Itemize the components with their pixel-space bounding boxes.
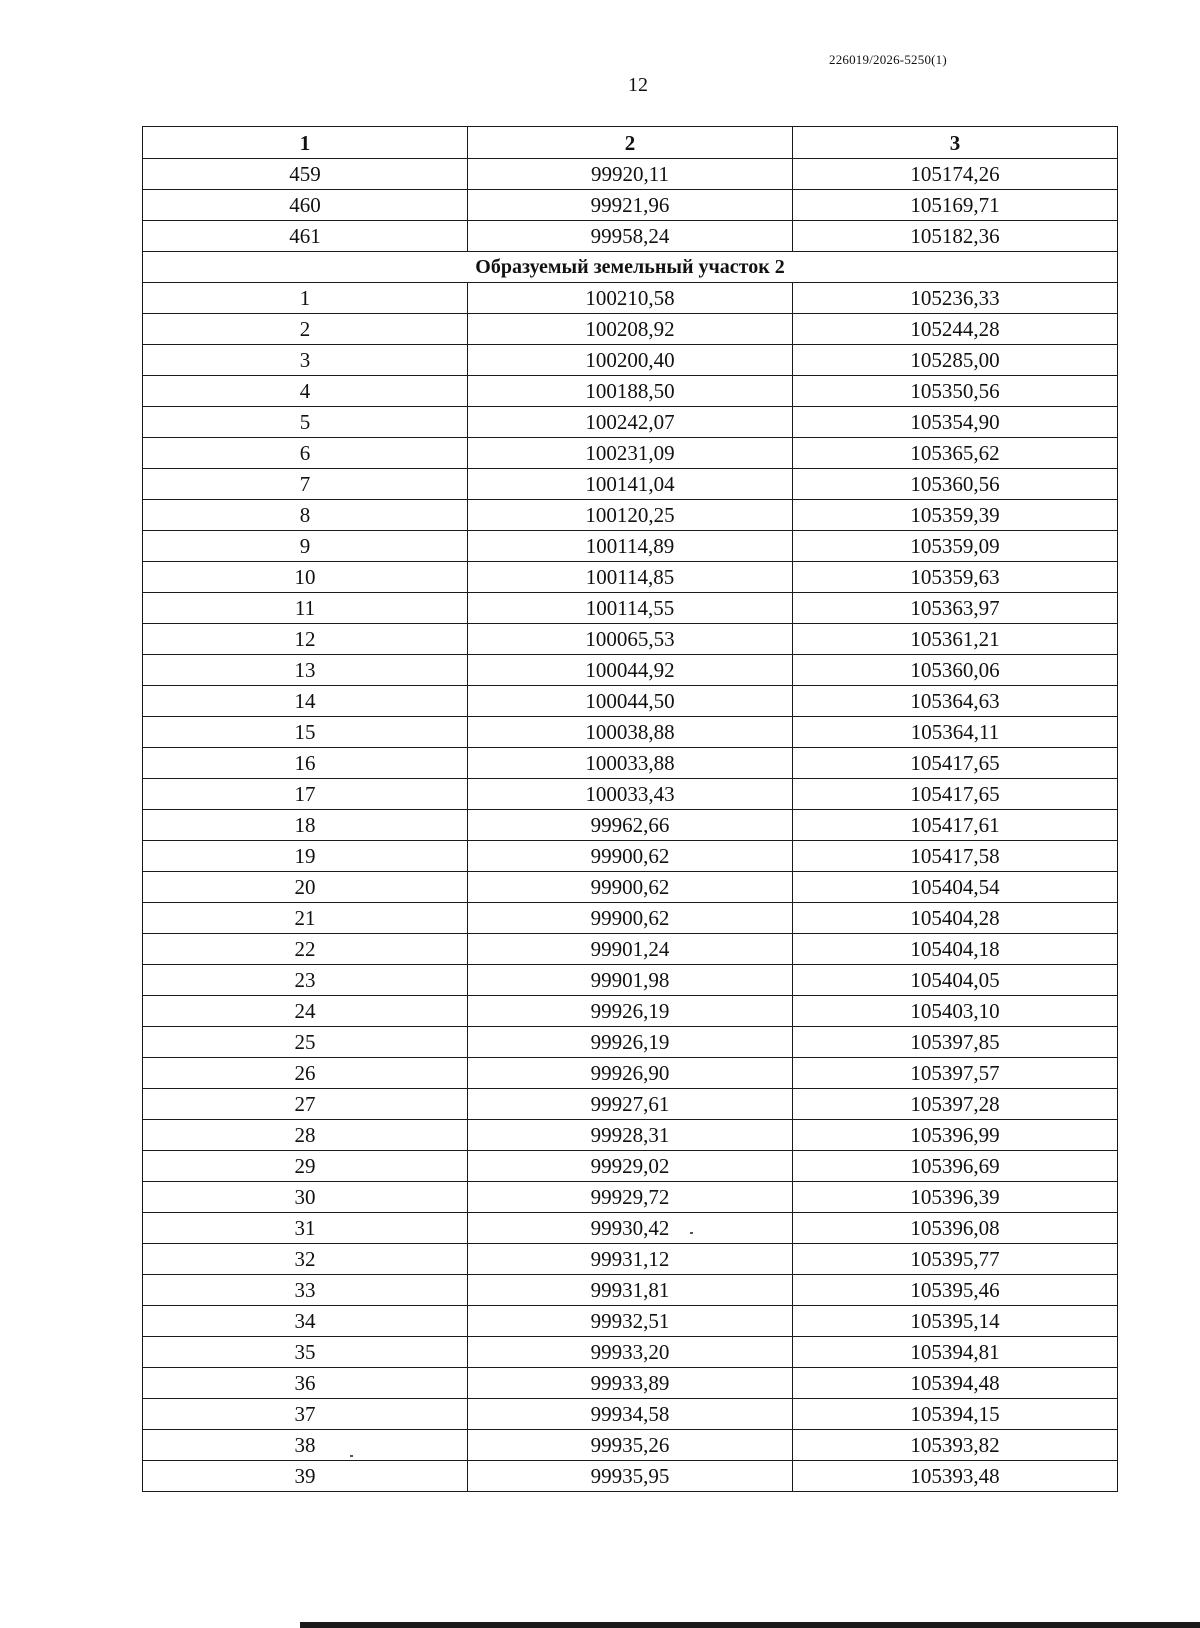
point-number-cell: 28 bbox=[143, 1120, 468, 1151]
y-coordinate-cell: 105359,09 bbox=[793, 531, 1118, 562]
x-coordinate-cell: 99921,96 bbox=[468, 190, 793, 221]
y-coordinate-cell: 105285,00 bbox=[793, 345, 1118, 376]
x-coordinate-cell: 99901,98 bbox=[468, 965, 793, 996]
point-number-cell: 459 bbox=[143, 159, 468, 190]
y-coordinate-cell: 105397,28 bbox=[793, 1089, 1118, 1120]
y-coordinate-cell: 105359,39 bbox=[793, 500, 1118, 531]
x-coordinate-cell: 100120,25 bbox=[468, 500, 793, 531]
x-coordinate-cell: 100242,07 bbox=[468, 407, 793, 438]
table-row bbox=[143, 159, 1118, 190]
x-coordinate-cell: 100231,09 bbox=[468, 438, 793, 469]
table-row bbox=[143, 593, 1118, 624]
table-row bbox=[143, 1275, 1118, 1306]
table-row bbox=[143, 779, 1118, 810]
x-coordinate-cell: 99900,62 bbox=[468, 841, 793, 872]
x-coordinate-cell: 99929,02 bbox=[468, 1151, 793, 1182]
point-number-cell: 5 bbox=[143, 407, 468, 438]
point-number-cell: 461 bbox=[143, 221, 468, 252]
point-number-cell: 29 bbox=[143, 1151, 468, 1182]
y-coordinate-cell: 105169,71 bbox=[793, 190, 1118, 221]
x-coordinate-cell: 99933,89 bbox=[468, 1368, 793, 1399]
table-row bbox=[143, 810, 1118, 841]
table-row bbox=[143, 345, 1118, 376]
page-number: 12 bbox=[628, 74, 648, 96]
point-number-cell: 31 bbox=[143, 1213, 468, 1244]
x-coordinate-cell: 100141,04 bbox=[468, 469, 793, 500]
table-row bbox=[143, 1058, 1118, 1089]
point-number-cell: 36 bbox=[143, 1368, 468, 1399]
x-coordinate-cell: 100200,40 bbox=[468, 345, 793, 376]
column-header: 3 bbox=[793, 127, 1118, 159]
table-row bbox=[143, 1182, 1118, 1213]
y-coordinate-cell: 105394,81 bbox=[793, 1337, 1118, 1368]
table-row bbox=[143, 1337, 1118, 1368]
point-number-cell: 20 bbox=[143, 872, 468, 903]
y-coordinate-cell: 105394,15 bbox=[793, 1399, 1118, 1430]
y-coordinate-cell: 105393,82 bbox=[793, 1430, 1118, 1461]
point-number-cell: 38 bbox=[143, 1430, 468, 1461]
y-coordinate-cell: 105396,99 bbox=[793, 1120, 1118, 1151]
x-coordinate-cell: 99958,24 bbox=[468, 221, 793, 252]
point-number-cell: 13 bbox=[143, 655, 468, 686]
document-code: 226019/2026-5250(1) bbox=[829, 52, 947, 67]
x-coordinate-cell: 100044,92 bbox=[468, 655, 793, 686]
table-row bbox=[143, 717, 1118, 748]
table-row bbox=[143, 1151, 1118, 1182]
x-coordinate-cell: 99928,31 bbox=[468, 1120, 793, 1151]
point-number-cell: 39 bbox=[143, 1461, 468, 1492]
point-number-cell: 8 bbox=[143, 500, 468, 531]
x-coordinate-cell: 99932,51 bbox=[468, 1306, 793, 1337]
y-coordinate-cell: 105417,65 bbox=[793, 779, 1118, 810]
point-number-cell: 17 bbox=[143, 779, 468, 810]
table-row bbox=[143, 407, 1118, 438]
point-number-cell: 3 bbox=[143, 345, 468, 376]
table-row bbox=[143, 1027, 1118, 1058]
table-row bbox=[143, 748, 1118, 779]
point-number-cell: 34 bbox=[143, 1306, 468, 1337]
x-coordinate-cell: 100038,88 bbox=[468, 717, 793, 748]
point-number-cell: 7 bbox=[143, 469, 468, 500]
point-number-cell: 15 bbox=[143, 717, 468, 748]
x-coordinate-cell: 99931,12 bbox=[468, 1244, 793, 1275]
x-coordinate-cell: 99901,24 bbox=[468, 934, 793, 965]
coordinates-table bbox=[142, 126, 1118, 1492]
table-row bbox=[143, 996, 1118, 1027]
section-title: Образуемый земельный участок 2 bbox=[143, 252, 1118, 283]
table-row bbox=[143, 1244, 1118, 1275]
point-number-cell: 460 bbox=[143, 190, 468, 221]
table-row bbox=[143, 221, 1118, 252]
x-coordinate-cell: 100033,43 bbox=[468, 779, 793, 810]
section-header bbox=[143, 252, 1118, 283]
column-header: 2 bbox=[468, 127, 793, 159]
point-number-cell: 37 bbox=[143, 1399, 468, 1430]
point-number-cell: 14 bbox=[143, 686, 468, 717]
x-coordinate-cell: 99962,66 bbox=[468, 810, 793, 841]
y-coordinate-cell: 105404,28 bbox=[793, 903, 1118, 934]
y-coordinate-cell: 105417,58 bbox=[793, 841, 1118, 872]
table-row bbox=[143, 469, 1118, 500]
table-row bbox=[143, 500, 1118, 531]
point-number-cell: 11 bbox=[143, 593, 468, 624]
y-coordinate-cell: 105395,77 bbox=[793, 1244, 1118, 1275]
x-coordinate-cell: 99934,58 bbox=[468, 1399, 793, 1430]
x-coordinate-cell: 99920,11 bbox=[468, 159, 793, 190]
x-coordinate-cell: 99927,61 bbox=[468, 1089, 793, 1120]
y-coordinate-cell: 105360,06 bbox=[793, 655, 1118, 686]
point-number-cell: 6 bbox=[143, 438, 468, 469]
y-coordinate-cell: 105174,26 bbox=[793, 159, 1118, 190]
table-row bbox=[143, 903, 1118, 934]
y-coordinate-cell: 105417,61 bbox=[793, 810, 1118, 841]
x-coordinate-cell: 99929,72 bbox=[468, 1182, 793, 1213]
x-coordinate-cell: 99935,95 bbox=[468, 1461, 793, 1492]
rows-before-section bbox=[143, 159, 1118, 252]
y-coordinate-cell: 105397,85 bbox=[793, 1027, 1118, 1058]
point-number-cell: 10 bbox=[143, 562, 468, 593]
table-row bbox=[143, 438, 1118, 469]
y-coordinate-cell: 105397,57 bbox=[793, 1058, 1118, 1089]
table-row bbox=[143, 1368, 1118, 1399]
table-row bbox=[143, 1120, 1118, 1151]
table-row bbox=[143, 1213, 1118, 1244]
scan-speck bbox=[350, 1455, 353, 1457]
point-number-cell: 25 bbox=[143, 1027, 468, 1058]
y-coordinate-cell: 105360,56 bbox=[793, 469, 1118, 500]
point-number-cell: 16 bbox=[143, 748, 468, 779]
x-coordinate-cell: 100114,85 bbox=[468, 562, 793, 593]
table-row bbox=[143, 965, 1118, 996]
x-coordinate-cell: 100033,88 bbox=[468, 748, 793, 779]
point-number-cell: 32 bbox=[143, 1244, 468, 1275]
y-coordinate-cell: 105365,62 bbox=[793, 438, 1118, 469]
point-number-cell: 9 bbox=[143, 531, 468, 562]
table-row bbox=[143, 624, 1118, 655]
x-coordinate-cell: 99926,90 bbox=[468, 1058, 793, 1089]
point-number-cell: 21 bbox=[143, 903, 468, 934]
point-number-cell: 27 bbox=[143, 1089, 468, 1120]
table-row bbox=[143, 1399, 1118, 1430]
x-coordinate-cell: 99900,62 bbox=[468, 903, 793, 934]
y-coordinate-cell: 105403,10 bbox=[793, 996, 1118, 1027]
point-number-cell: 18 bbox=[143, 810, 468, 841]
y-coordinate-cell: 105363,97 bbox=[793, 593, 1118, 624]
y-coordinate-cell: 105394,48 bbox=[793, 1368, 1118, 1399]
y-coordinate-cell: 105393,48 bbox=[793, 1461, 1118, 1492]
table-row bbox=[143, 1430, 1118, 1461]
table-header-row bbox=[143, 127, 1118, 159]
table-row bbox=[143, 934, 1118, 965]
table-row bbox=[143, 1306, 1118, 1337]
point-number-cell: 1 bbox=[143, 283, 468, 314]
section-rows bbox=[143, 283, 1118, 1492]
table-row bbox=[143, 841, 1118, 872]
table-row bbox=[143, 1461, 1118, 1492]
scan-edge-rule bbox=[300, 1622, 1200, 1628]
y-coordinate-cell: 105396,69 bbox=[793, 1151, 1118, 1182]
y-coordinate-cell: 105404,05 bbox=[793, 965, 1118, 996]
x-coordinate-cell: 100188,50 bbox=[468, 376, 793, 407]
scan-speck bbox=[690, 1232, 693, 1234]
x-coordinate-cell: 100208,92 bbox=[468, 314, 793, 345]
column-header: 1 bbox=[143, 127, 468, 159]
y-coordinate-cell: 105236,33 bbox=[793, 283, 1118, 314]
table-row bbox=[143, 531, 1118, 562]
x-coordinate-cell: 100114,55 bbox=[468, 593, 793, 624]
y-coordinate-cell: 105417,65 bbox=[793, 748, 1118, 779]
y-coordinate-cell: 105244,28 bbox=[793, 314, 1118, 345]
y-coordinate-cell: 105182,36 bbox=[793, 221, 1118, 252]
x-coordinate-cell: 99926,19 bbox=[468, 996, 793, 1027]
y-coordinate-cell: 105395,14 bbox=[793, 1306, 1118, 1337]
x-coordinate-cell: 100044,50 bbox=[468, 686, 793, 717]
y-coordinate-cell: 105396,39 bbox=[793, 1182, 1118, 1213]
table-row bbox=[143, 190, 1118, 221]
point-number-cell: 35 bbox=[143, 1337, 468, 1368]
y-coordinate-cell: 105364,63 bbox=[793, 686, 1118, 717]
point-number-cell: 30 bbox=[143, 1182, 468, 1213]
y-coordinate-cell: 105395,46 bbox=[793, 1275, 1118, 1306]
x-coordinate-cell: 100065,53 bbox=[468, 624, 793, 655]
y-coordinate-cell: 105359,63 bbox=[793, 562, 1118, 593]
table-row bbox=[143, 562, 1118, 593]
table-row bbox=[143, 314, 1118, 345]
y-coordinate-cell: 105361,21 bbox=[793, 624, 1118, 655]
x-coordinate-cell: 99935,26 bbox=[468, 1430, 793, 1461]
point-number-cell: 33 bbox=[143, 1275, 468, 1306]
point-number-cell: 2 bbox=[143, 314, 468, 345]
table-row bbox=[143, 283, 1118, 314]
table-row bbox=[143, 872, 1118, 903]
x-coordinate-cell: 100114,89 bbox=[468, 531, 793, 562]
table-row bbox=[143, 655, 1118, 686]
x-coordinate-cell: 100210,58 bbox=[468, 283, 793, 314]
y-coordinate-cell: 105396,08 bbox=[793, 1213, 1118, 1244]
y-coordinate-cell: 105354,90 bbox=[793, 407, 1118, 438]
point-number-cell: 23 bbox=[143, 965, 468, 996]
x-coordinate-cell: 99931,81 bbox=[468, 1275, 793, 1306]
point-number-cell: 22 bbox=[143, 934, 468, 965]
table-row bbox=[143, 376, 1118, 407]
point-number-cell: 26 bbox=[143, 1058, 468, 1089]
y-coordinate-cell: 105350,56 bbox=[793, 376, 1118, 407]
point-number-cell: 24 bbox=[143, 996, 468, 1027]
table-row bbox=[143, 1089, 1118, 1120]
point-number-cell: 12 bbox=[143, 624, 468, 655]
x-coordinate-cell: 99900,62 bbox=[468, 872, 793, 903]
x-coordinate-cell: 99926,19 bbox=[468, 1027, 793, 1058]
point-number-cell: 19 bbox=[143, 841, 468, 872]
x-coordinate-cell: 99933,20 bbox=[468, 1337, 793, 1368]
table-row bbox=[143, 686, 1118, 717]
x-coordinate-cell: 99930,42 bbox=[468, 1213, 793, 1244]
section-title-row bbox=[143, 252, 1118, 283]
point-number-cell: 4 bbox=[143, 376, 468, 407]
y-coordinate-cell: 105364,11 bbox=[793, 717, 1118, 748]
y-coordinate-cell: 105404,18 bbox=[793, 934, 1118, 965]
y-coordinate-cell: 105404,54 bbox=[793, 872, 1118, 903]
